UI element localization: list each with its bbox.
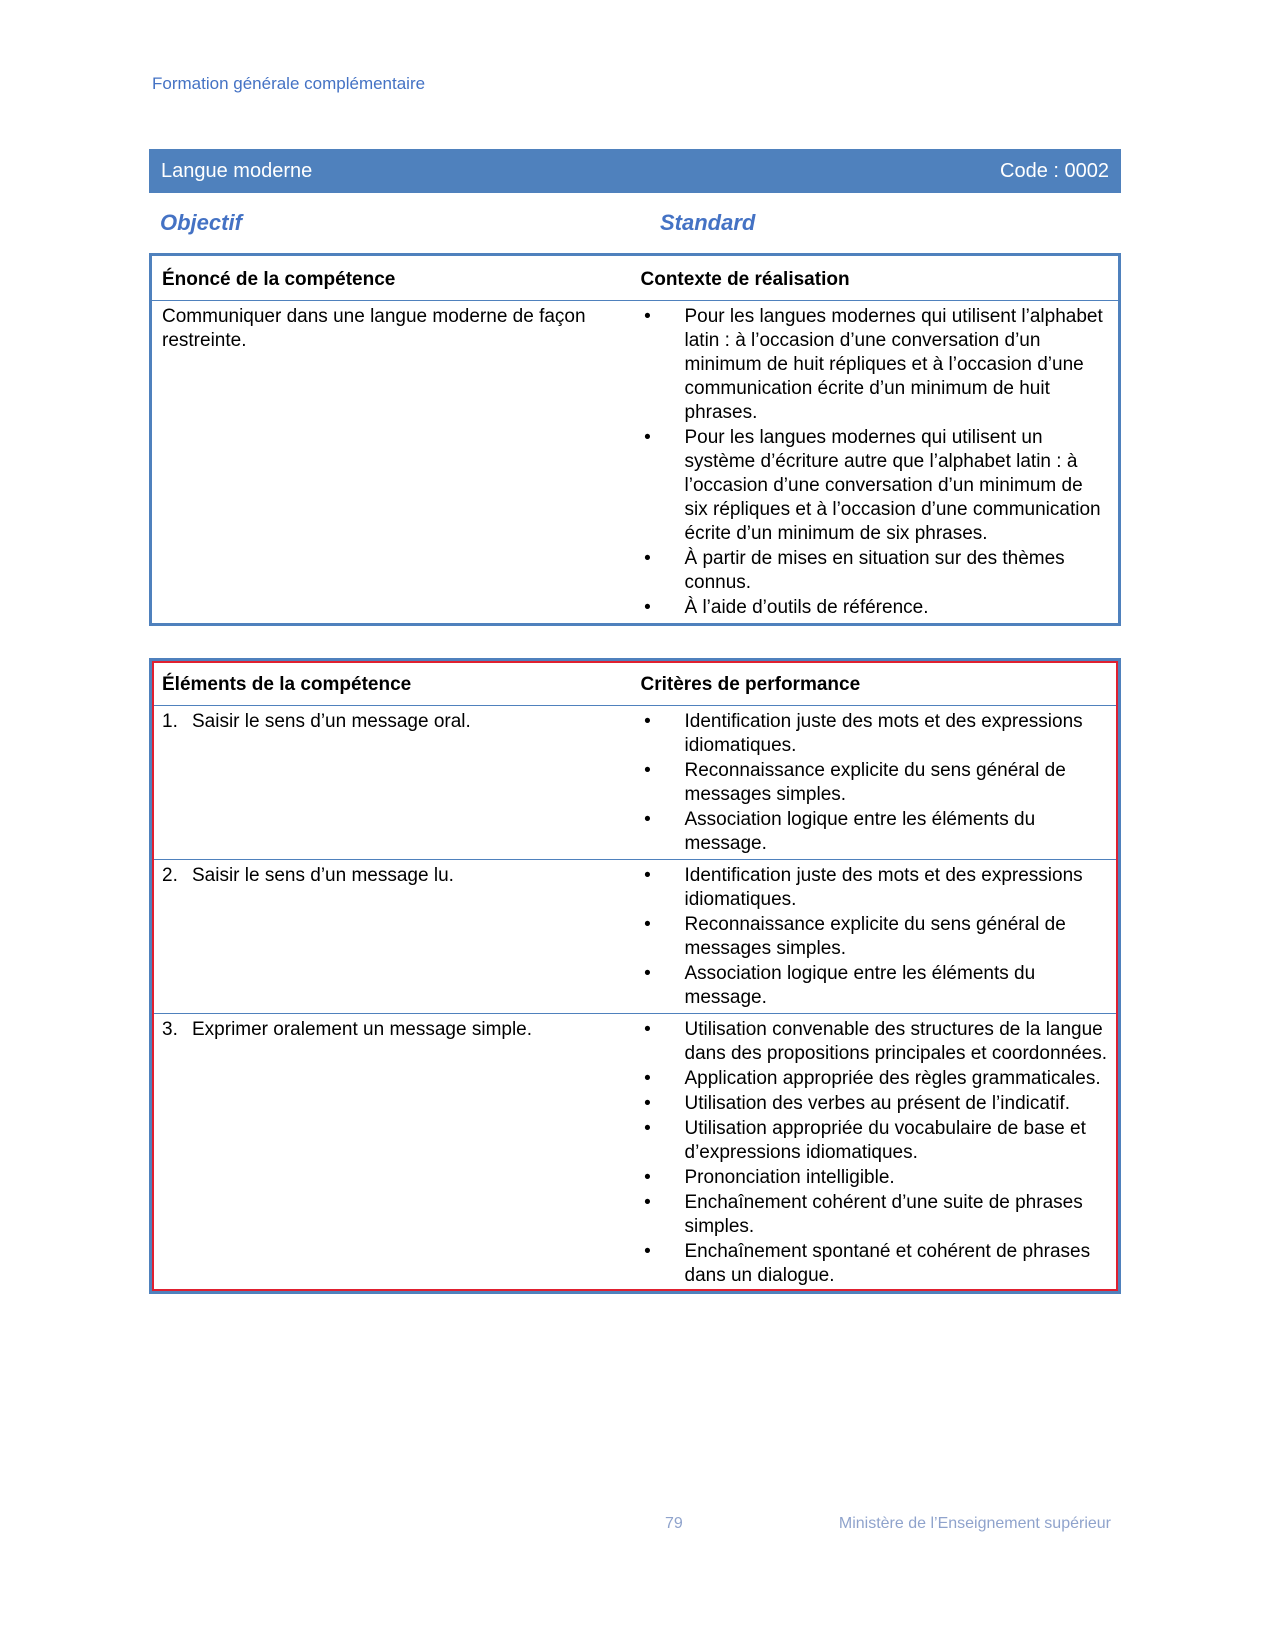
ministry-name: Ministère de l’Enseignement supérieur	[838, 1515, 1111, 1532]
bullet-text: Utilisation appropriée du vocabulaire de base et d’expressions idiomatiques.	[684, 1118, 1086, 1163]
bullet-text: Pour les langues modernes qui utilisent l’alphabet latin : à l’occasion d’une conversation d’un minimum de huit répliques et à l’occasion d’une communication écrite d’un minimum de huit phrases.	[684, 306, 1103, 423]
bullet-item	[641, 596, 1109, 620]
element-row	[151, 1014, 1120, 1293]
element-label: Saisir le sens d’un message lu.	[192, 865, 454, 886]
competency-statement: Communiquer dans une langue moderne de façon restreinte.	[162, 306, 586, 351]
page-footer	[665, 1515, 1111, 1533]
element-cell	[151, 1014, 631, 1293]
bullet-icon: •	[644, 760, 651, 781]
bullet-item	[641, 913, 1109, 961]
bullet-icon: •	[644, 865, 651, 886]
bullet-icon: •	[644, 1118, 651, 1139]
bullet-text: À l’aide d’outils de référence.	[684, 597, 929, 618]
course-subject: Langue moderne	[161, 159, 313, 182]
context-header: Contexte de réalisation	[640, 269, 850, 290]
bullet-icon: •	[644, 306, 651, 327]
bullet-item	[641, 864, 1109, 912]
element-row	[151, 860, 1120, 1014]
standard-label: Standard	[660, 210, 756, 235]
bullet-text: Utilisation convenable des structures de la langue dans des propositions principales et coordonnées.	[684, 1019, 1107, 1064]
bullet-text: Enchaînement spontané et cohérent de phrases dans un dialogue.	[684, 1241, 1091, 1286]
context-list	[641, 305, 1109, 620]
course-title-bar	[149, 149, 1121, 193]
element-number: 2.	[162, 865, 178, 886]
bullet-icon: •	[644, 1192, 651, 1213]
bullet-text: Enchaînement cohérent d’une suite de phrases simples.	[684, 1192, 1083, 1237]
bullet-item	[641, 547, 1109, 595]
bullet-text: Reconnaissance explicite du sens général de messages simples.	[684, 914, 1066, 959]
bullet-text: Reconnaissance explicite du sens général de messages simples.	[684, 760, 1066, 805]
bullet-icon: •	[644, 963, 651, 984]
context-cell	[631, 301, 1120, 625]
element-cell	[151, 860, 631, 1014]
elements-table	[149, 658, 1121, 1294]
criteria-cell	[631, 1014, 1120, 1293]
bullet-item	[641, 808, 1109, 856]
page-number: 79	[665, 1515, 683, 1532]
bullet-item	[641, 1018, 1109, 1066]
bullet-icon: •	[644, 1241, 651, 1262]
bullet-item	[641, 759, 1109, 807]
bullet-icon: •	[644, 1068, 651, 1089]
course-code: Code : 0002	[1000, 159, 1109, 182]
statement-header: Énoncé de la compétence	[162, 269, 396, 290]
bullet-text: Prononciation intelligible.	[684, 1167, 895, 1188]
bullet-text: À partir de mises en situation sur des thèmes connus.	[684, 548, 1065, 593]
bullet-icon: •	[644, 711, 651, 732]
element-cell	[151, 706, 631, 860]
bullet-icon: •	[644, 548, 651, 569]
element-row	[151, 706, 1120, 860]
elements-body	[151, 706, 1120, 1293]
bullet-text: Association logique entre les éléments du message.	[684, 809, 1036, 854]
objective-standard-heading	[160, 210, 780, 236]
elements-header: Éléments de la compétence	[162, 674, 412, 695]
bullet-text: Application appropriée des règles grammaticales.	[684, 1068, 1101, 1089]
statement-table	[149, 253, 1121, 626]
element-label: Exprimer oralement un message simple.	[192, 1019, 533, 1040]
bullet-text: Pour les langues modernes qui utilisent un système d’écriture autre que l’alphabet latin : à l’occasion d’une conversation d’un minimum de six répliques et à l’occasion d’une communication écrite d’un minimum de six phrases.	[684, 427, 1101, 544]
bullet-icon: •	[644, 597, 651, 618]
bullet-text: Identification juste des mots et des expressions idiomatiques.	[684, 711, 1083, 756]
criteria-list	[641, 1018, 1109, 1288]
criteria-cell	[631, 706, 1120, 860]
bullet-icon: •	[644, 1019, 651, 1040]
bullet-icon: •	[644, 427, 651, 448]
criteria-header: Critères de performance	[640, 674, 861, 695]
bullet-icon: •	[644, 1093, 651, 1114]
running-header: Formation générale complémentaire	[152, 74, 426, 93]
bullet-item	[641, 962, 1109, 1010]
bullet-icon: •	[644, 914, 651, 935]
element-number: 1.	[162, 711, 178, 732]
bullet-item	[641, 305, 1109, 425]
bullet-text: Association logique entre les éléments du message.	[684, 963, 1036, 1008]
bullet-item	[641, 426, 1109, 546]
objectif-label: Objectif	[160, 210, 242, 235]
bullet-item	[641, 1092, 1109, 1116]
bullet-text: Identification juste des mots et des expressions idiomatiques.	[684, 865, 1083, 910]
criteria-cell	[631, 860, 1120, 1014]
bullet-item	[641, 710, 1109, 758]
bullet-item	[641, 1117, 1109, 1165]
bullet-icon: •	[644, 1167, 651, 1188]
criteria-list	[641, 864, 1109, 1010]
element-label: Saisir le sens d’un message oral.	[192, 711, 471, 732]
bullet-item	[641, 1240, 1109, 1288]
element-number: 3.	[162, 1019, 178, 1040]
bullet-item	[641, 1067, 1109, 1091]
criteria-list	[641, 710, 1109, 856]
bullet-item	[641, 1191, 1109, 1239]
bullet-text: Utilisation des verbes au présent de l’indicatif.	[684, 1093, 1070, 1114]
bullet-item	[641, 1166, 1109, 1190]
bullet-icon: •	[644, 809, 651, 830]
